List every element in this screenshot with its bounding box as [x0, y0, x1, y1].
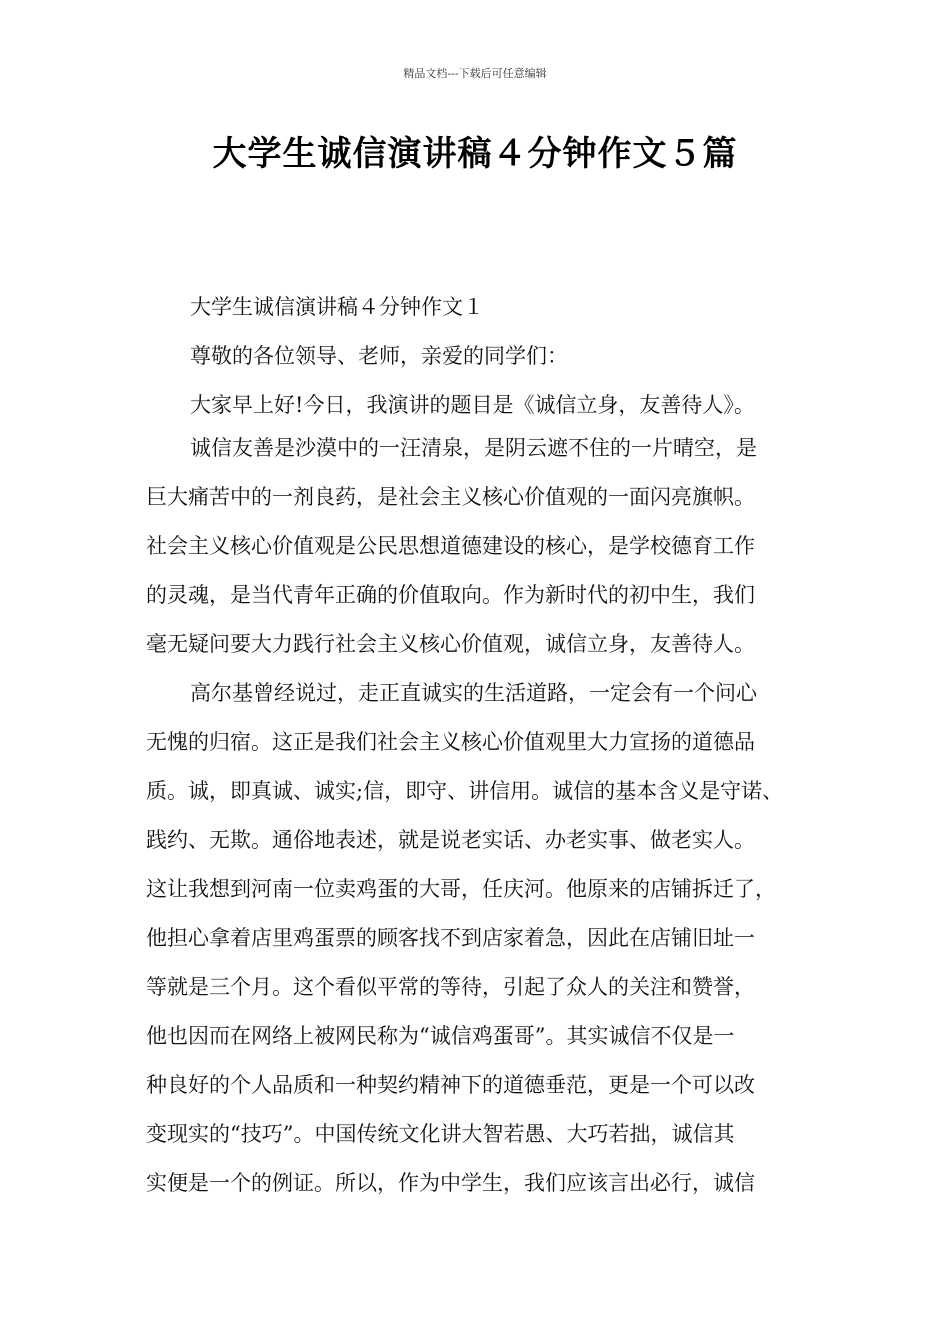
paragraph-1-line: 社会主义核心价值观是公民思想道德建设的核心，是学校德育工作 [146, 534, 755, 558]
essay-subtitle: 大学生诚信演讲稿４分钟作文１ [190, 295, 484, 319]
paragraph-2-line: 高尔基曾经说过，走正直诚实的生活道路，一定会有一个问心 [190, 681, 757, 705]
salutation-line: 尊敬的各位领导、老师，亲爱的同学们： [190, 344, 568, 368]
paragraph-2-line: 他也因而在网络上被网民称为“诚信鸡蛋哥”。其实诚信不仅是一 [146, 1024, 735, 1048]
paragraph-2-line: 践约、无欺。通俗地表述，就是说老实话、办老实事、做老实人。 [146, 828, 755, 852]
intro-section [146, 283, 826, 430]
paragraph-1-line: 的灵魂，是当代青年正确的价值取向。作为新时代的初中生，我们 [146, 583, 755, 607]
paragraph-2-line: 无愧的归宿。这正是我们社会主义核心价值观里大力宣扬的道德品 [146, 730, 755, 754]
paragraph-2-line: 变现实的“技巧”。中国传统文化讲大智若愚、大巧若拙，诚信其 [146, 1122, 735, 1146]
paragraph-2-line: 实便是一个的例证。所以，作为中学生，我们应该言出必行，诚信 [146, 1171, 755, 1195]
paragraph-2-line: 他担心拿着店里鸡蛋票的顾客找不到店家着急，因此在店铺旧址一 [146, 926, 755, 950]
greeting-line: 大家早上好!今日，我演讲的题目是《诚信立身，友善待人》。 [190, 393, 755, 417]
paragraph-2-line: 等就是三个月。这个看似平常的等待，引起了众人的关注和赞誉， [146, 975, 755, 999]
paragraph-2-line: 这让我想到河南一位卖鸡蛋的大哥，任庆河。他原来的店铺拆迁了， [146, 877, 776, 901]
document-title: 大学生诚信演讲稿４分钟作文５篇 [212, 134, 738, 174]
paragraph-1-line: 巨大痛苦中的一剂良药，是社会主义核心价值观的一面闪亮旗帜。 [146, 485, 755, 509]
paragraph-1 [146, 424, 826, 669]
paragraph-2-line: 质。诚，即真诚、诚实;信，即守、讲信用。诚信的基本含义是守诺、 [146, 779, 784, 803]
paragraph-1-line: 毫无疑问要大力践行社会主义核心价值观，诚信立身，友善待人。 [146, 632, 755, 656]
paragraph-1-line: 诚信友善是沙漠中的一汪清泉，是阴云遮不住的一片晴空，是 [190, 436, 757, 460]
page-header-note: 精品文档---下载后可任意编辑 [403, 67, 547, 80]
paragraph-2 [146, 669, 826, 1208]
paragraph-2-line: 种良好的个人品质和一种契约精神下的道德垂范，更是一个可以改 [146, 1073, 755, 1097]
